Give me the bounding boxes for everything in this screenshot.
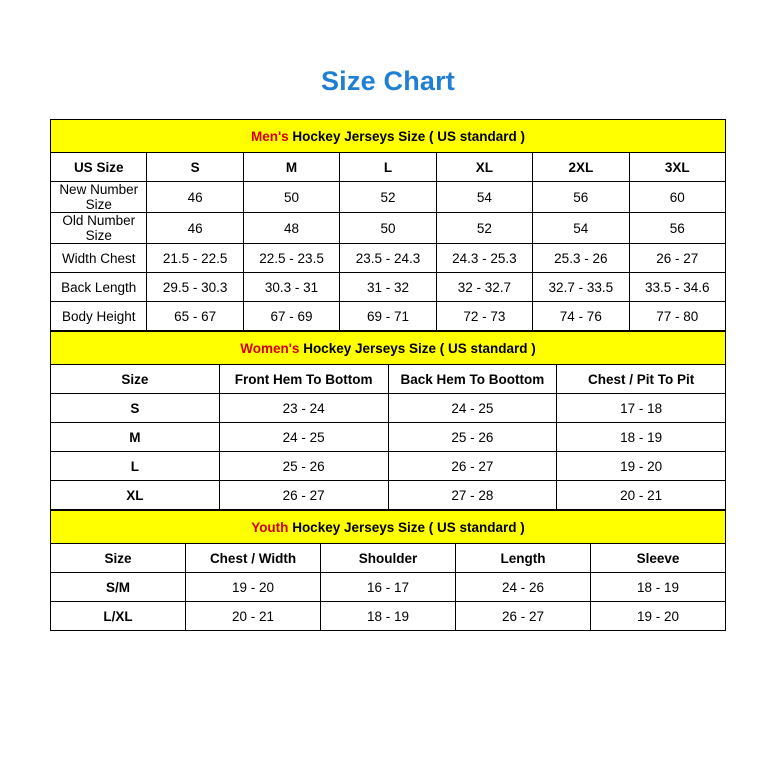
womens-row-3-val-1: 27 - 28 bbox=[388, 481, 557, 510]
mens-row-0-val-1: 50 bbox=[243, 182, 339, 213]
mens-row-1-val-3: 52 bbox=[436, 213, 532, 244]
youth-row-0-label: S/M bbox=[51, 573, 186, 602]
table-header-row bbox=[51, 365, 726, 394]
mens-row-4-val-5: 77 - 80 bbox=[629, 302, 725, 331]
youth-col-3: Length bbox=[456, 544, 591, 573]
mens-row-3-val-3: 32 - 32.7 bbox=[436, 273, 532, 302]
youth-row-1-label: L/XL bbox=[51, 602, 186, 631]
womens-col-1: Front Hem To Bottom bbox=[219, 365, 388, 394]
mens-row-0-val-2: 52 bbox=[340, 182, 436, 213]
youth-row-0-val-0: 19 - 20 bbox=[186, 573, 321, 602]
table-row bbox=[51, 481, 726, 510]
mens-row-4-val-4: 74 - 76 bbox=[533, 302, 629, 331]
womens-row-3-val-0: 26 - 27 bbox=[219, 481, 388, 510]
mens-row-1-val-1: 48 bbox=[243, 213, 339, 244]
youth-section-heading bbox=[51, 511, 726, 544]
mens-row-4-val-3: 72 - 73 bbox=[436, 302, 532, 331]
womens-row-3-label: XL bbox=[51, 481, 220, 510]
mens-section-heading bbox=[51, 120, 726, 153]
youth-row-1-val-2: 26 - 27 bbox=[456, 602, 591, 631]
womens-row-1-val-2: 18 - 19 bbox=[557, 423, 726, 452]
mens-col-2: M bbox=[243, 153, 339, 182]
youth-row-1-val-1: 18 - 19 bbox=[321, 602, 456, 631]
youth-col-2: Shoulder bbox=[321, 544, 456, 573]
youth-heading-accent: Youth bbox=[251, 519, 289, 535]
mens-row-2-label: Width Chest bbox=[51, 244, 147, 273]
youth-col-1: Chest / Width bbox=[186, 544, 321, 573]
youth-row-0-val-3: 18 - 19 bbox=[591, 573, 726, 602]
youth-row-1-val-3: 19 - 20 bbox=[591, 602, 726, 631]
mens-row-1-val-5: 56 bbox=[629, 213, 725, 244]
womens-row-1-val-1: 25 - 26 bbox=[388, 423, 557, 452]
mens-row-4-val-1: 67 - 69 bbox=[243, 302, 339, 331]
womens-col-0: Size bbox=[51, 365, 220, 394]
mens-row-1-val-0: 46 bbox=[147, 213, 243, 244]
mens-col-5: 2XL bbox=[533, 153, 629, 182]
table-row bbox=[51, 394, 726, 423]
womens-row-1-label: M bbox=[51, 423, 220, 452]
mens-row-1-val-2: 50 bbox=[340, 213, 436, 244]
mens-row-3-val-5: 33.5 - 34.6 bbox=[629, 273, 725, 302]
youth-col-4: Sleeve bbox=[591, 544, 726, 573]
mens-row-0-val-4: 56 bbox=[533, 182, 629, 213]
page-title: Size Chart bbox=[320, 66, 456, 96]
mens-row-2-val-5: 26 - 27 bbox=[629, 244, 725, 273]
youth-heading-rest: Hockey Jerseys Size ( US standard ) bbox=[288, 519, 525, 535]
youth-size-table bbox=[50, 510, 726, 631]
mens-row-2-val-3: 24.3 - 25.3 bbox=[436, 244, 532, 273]
womens-row-0-val-0: 23 - 24 bbox=[219, 394, 388, 423]
youth-row-0-val-1: 16 - 17 bbox=[321, 573, 456, 602]
youth-col-0: Size bbox=[51, 544, 186, 573]
mens-col-6: 3XL bbox=[629, 153, 725, 182]
mens-row-4-val-0: 65 - 67 bbox=[147, 302, 243, 331]
table-header-row bbox=[51, 153, 726, 182]
table-row bbox=[51, 423, 726, 452]
womens-row-3-val-2: 20 - 21 bbox=[557, 481, 726, 510]
mens-row-2-val-0: 21.5 - 22.5 bbox=[147, 244, 243, 273]
mens-row-0-val-5: 60 bbox=[629, 182, 725, 213]
mens-row-0-val-3: 54 bbox=[436, 182, 532, 213]
mens-row-3-val-1: 30.3 - 31 bbox=[243, 273, 339, 302]
womens-heading-accent: Women's bbox=[240, 340, 300, 356]
womens-row-2-label: L bbox=[51, 452, 220, 481]
mens-row-3-val-4: 32.7 - 33.5 bbox=[533, 273, 629, 302]
womens-col-2: Back Hem To Boottom bbox=[388, 365, 557, 394]
mens-size-table bbox=[50, 119, 726, 331]
womens-col-3: Chest / Pit To Pit bbox=[557, 365, 726, 394]
tables-container bbox=[50, 119, 726, 631]
womens-row-0-val-2: 17 - 18 bbox=[557, 394, 726, 423]
table-header-row bbox=[51, 544, 726, 573]
table-row bbox=[51, 182, 726, 213]
womens-row-2-val-2: 19 - 20 bbox=[557, 452, 726, 481]
table-row bbox=[51, 273, 726, 302]
womens-row-2-val-1: 26 - 27 bbox=[388, 452, 557, 481]
table-section-heading-row bbox=[51, 511, 726, 544]
mens-row-2-val-4: 25.3 - 26 bbox=[533, 244, 629, 273]
mens-heading-accent: Men's bbox=[250, 128, 289, 144]
mens-col-1: S bbox=[147, 153, 243, 182]
mens-row-3-val-0: 29.5 - 30.3 bbox=[147, 273, 243, 302]
table-row bbox=[51, 573, 726, 602]
mens-row-0-label: New Number Size bbox=[51, 182, 147, 213]
womens-row-1-val-0: 24 - 25 bbox=[219, 423, 388, 452]
mens-col-0: US Size bbox=[51, 153, 147, 182]
mens-row-0-val-0: 46 bbox=[147, 182, 243, 213]
mens-heading-rest: Hockey Jerseys Size ( US standard ) bbox=[288, 128, 526, 144]
table-row bbox=[51, 244, 726, 273]
womens-size-table bbox=[50, 331, 726, 510]
womens-row-0-label: S bbox=[51, 394, 220, 423]
mens-row-2-val-1: 22.5 - 23.5 bbox=[243, 244, 339, 273]
womens-heading-rest: Hockey Jerseys Size ( US standard ) bbox=[299, 340, 536, 356]
mens-row-2-val-2: 23.5 - 24.3 bbox=[340, 244, 436, 273]
table-row bbox=[51, 452, 726, 481]
mens-row-1-label: Old Number Size bbox=[51, 213, 147, 244]
mens-row-4-val-2: 69 - 71 bbox=[340, 302, 436, 331]
mens-row-1-val-4: 54 bbox=[533, 213, 629, 244]
womens-section-heading bbox=[51, 332, 726, 365]
table-row bbox=[51, 213, 726, 244]
youth-row-1-val-0: 20 - 21 bbox=[186, 602, 321, 631]
mens-col-3: L bbox=[340, 153, 436, 182]
mens-col-4: XL bbox=[436, 153, 532, 182]
mens-row-3-val-2: 31 - 32 bbox=[340, 273, 436, 302]
youth-row-0-val-2: 24 - 26 bbox=[456, 573, 591, 602]
size-chart-page bbox=[0, 66, 776, 758]
table-section-heading-row bbox=[51, 120, 726, 153]
mens-row-3-label: Back Length bbox=[51, 273, 147, 302]
table-row bbox=[51, 302, 726, 331]
table-section-heading-row bbox=[51, 332, 726, 365]
mens-row-4-label: Body Height bbox=[51, 302, 147, 331]
table-row bbox=[51, 602, 726, 631]
womens-row-2-val-0: 25 - 26 bbox=[219, 452, 388, 481]
womens-row-0-val-1: 24 - 25 bbox=[388, 394, 557, 423]
